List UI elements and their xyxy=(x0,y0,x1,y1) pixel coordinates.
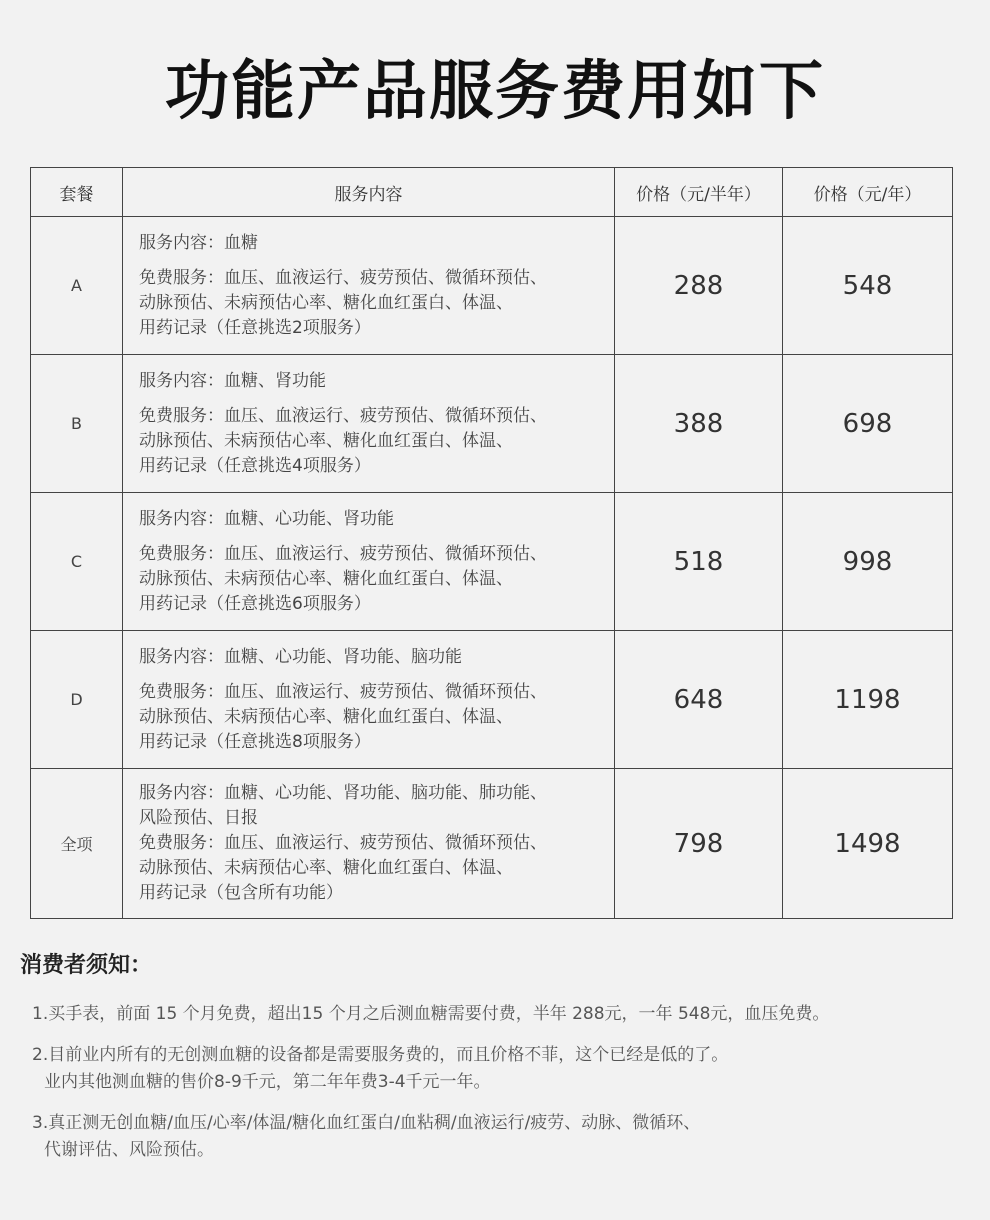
service-main: 服务内容：血糖、肾功能 xyxy=(139,370,326,391)
price-half-year: 288 xyxy=(615,217,783,355)
price-half-year: 798 xyxy=(615,769,783,919)
free-service-line: 动脉预估、未病预估心率、糖化血红蛋白、体温、 xyxy=(139,568,513,589)
price-half-year: 518 xyxy=(615,493,783,631)
notice-title: 消费者须知： xyxy=(20,953,153,978)
notice-item xyxy=(32,1001,970,1028)
free-service-line: 用药记录（任意挑选6项服务） xyxy=(139,593,371,614)
free-service-line: 用药记录（任意挑选8项服务） xyxy=(139,731,371,752)
notice-line: 业内其他测血糖的售价8-9千元，第二年年费3-4千元一年。 xyxy=(44,1072,491,1092)
service-main: 服务内容：血糖、心功能、肾功能、脑功能、肺功能、 xyxy=(139,783,547,803)
table-row xyxy=(31,217,953,355)
service-content xyxy=(123,217,615,355)
price-half-year: 648 xyxy=(615,631,783,769)
service-main: 风险预估、日报 xyxy=(139,808,258,828)
free-service-line: 免费服务：血压、血液运行、疲劳预估、微循环预估、 xyxy=(139,833,547,853)
page-title: 功能产品服务费用如下 xyxy=(165,55,825,129)
service-content xyxy=(123,631,615,769)
free-service-line: 用药记录（包含所有功能） xyxy=(139,883,343,903)
free-service-line: 免费服务：血压、血液运行、疲劳预估、微循环预估、 xyxy=(139,405,547,426)
price-year: 998 xyxy=(783,493,953,631)
service-main: 服务内容：血糖、心功能、肾功能 xyxy=(139,508,394,529)
table-row xyxy=(31,355,953,493)
free-service-line: 用药记录（任意挑选4项服务） xyxy=(139,455,371,476)
notice-line: 代谢评估、风险预估。 xyxy=(44,1140,214,1160)
free-service-line: 免费服务：血压、血液运行、疲劳预估、微循环预估、 xyxy=(139,681,547,702)
table-row xyxy=(31,493,953,631)
service-content xyxy=(123,355,615,493)
header-content: 服务内容 xyxy=(123,168,615,217)
price-half-year: 388 xyxy=(615,355,783,493)
service-main: 服务内容：血糖、心功能、肾功能、脑功能 xyxy=(139,646,462,667)
price-year: 1198 xyxy=(783,631,953,769)
notice-item xyxy=(32,1110,970,1164)
package-name: A xyxy=(31,217,123,355)
consumer-notice xyxy=(20,948,970,1178)
free-service-line: 免费服务：血压、血液运行、疲劳预估、微循环预估、 xyxy=(139,267,547,288)
free-service-line: 动脉预估、未病预估心率、糖化血红蛋白、体温、 xyxy=(139,706,513,727)
package-name: B xyxy=(31,355,123,493)
notice-line: 1.买手表，前面 15 个月免费，超出15 个月之后测血糖需要付费，半年 288元，一年 548元，血压免费。 xyxy=(32,1004,830,1024)
header-price-year: 价格（元/年） xyxy=(783,168,953,217)
free-service-line: 用药记录（任意挑选2项服务） xyxy=(139,317,371,338)
service-content xyxy=(123,769,615,919)
price-year: 698 xyxy=(783,355,953,493)
header-package: 套餐 xyxy=(31,168,123,217)
price-year: 548 xyxy=(783,217,953,355)
table-header-row xyxy=(31,168,953,217)
free-service-line: 动脉预估、未病预估心率、糖化血红蛋白、体温、 xyxy=(139,292,513,313)
notice-item xyxy=(32,1042,970,1096)
service-fee-table xyxy=(30,167,953,919)
notice-line: 2.目前业内所有的无创测血糖的设备都是需要服务费的，而且价格不菲，这个已经是低的了。 xyxy=(32,1045,729,1065)
package-name: D xyxy=(31,631,123,769)
free-service-line: 动脉预估、未病预估心率、糖化血红蛋白、体温、 xyxy=(139,858,513,878)
notice-line: 3.真正测无创血糖/血压/心率/体温/糖化血红蛋白/血粘稠/血液运行/疲劳、动脉、微循环、 xyxy=(32,1113,701,1133)
price-year: 1498 xyxy=(783,769,953,919)
package-name: C xyxy=(31,493,123,631)
package-name: 全项 xyxy=(31,769,123,919)
free-service-line: 免费服务：血压、血液运行、疲劳预估、微循环预估、 xyxy=(139,543,547,564)
table-row xyxy=(31,769,953,919)
service-content xyxy=(123,493,615,631)
header-price-half-year: 价格（元/半年） xyxy=(615,168,783,217)
service-main: 服务内容：血糖 xyxy=(139,232,258,253)
table-row xyxy=(31,631,953,769)
free-service-line: 动脉预估、未病预估心率、糖化血红蛋白、体温、 xyxy=(139,430,513,451)
